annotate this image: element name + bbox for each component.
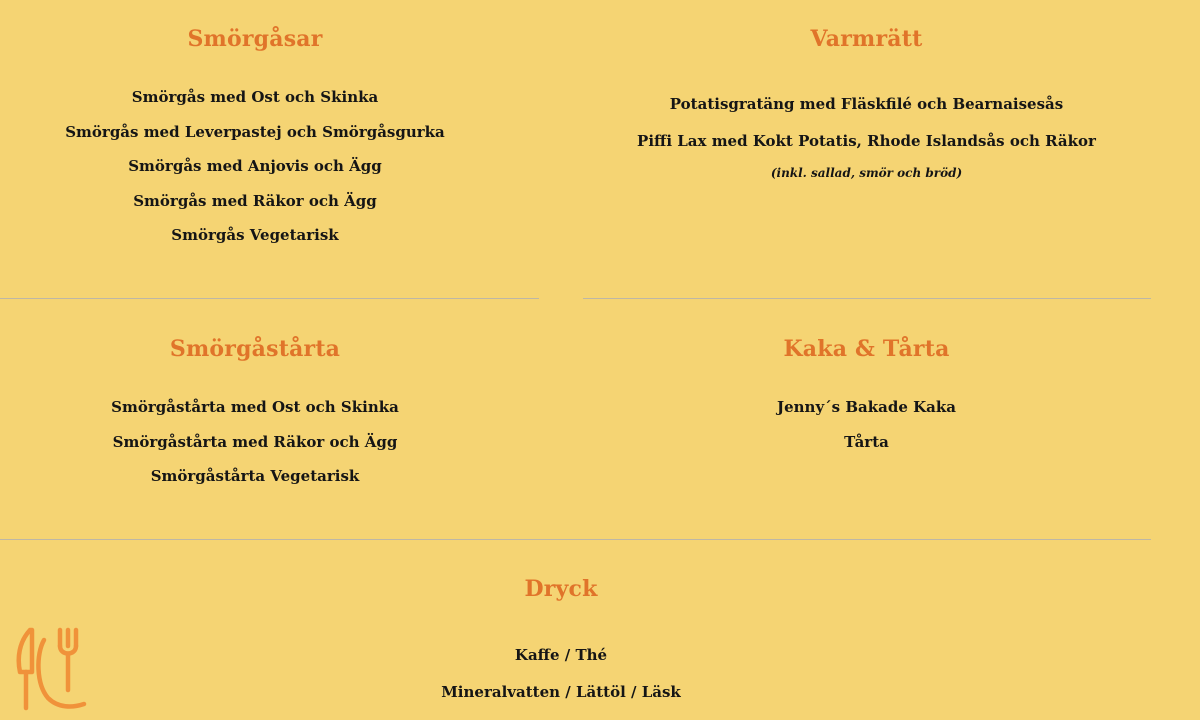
menu-item: Smörgås med Ost och Skinka: [131, 88, 379, 106]
section-title-smorgastarta: Smörgåstårta: [169, 336, 341, 362]
menu-list-dryck: [0, 645, 1122, 719]
menu-list-kaka-tarta: [583, 397, 1150, 466]
menu-item: Potatisgratäng med Fläskfilé och Bearnaisesås: [669, 95, 1064, 113]
menu-list-smorgasar: [0, 87, 510, 260]
menu-item: Smörgås med Räkor och Ägg: [133, 191, 377, 210]
menu-item: Mineralvatten / Lättöl / Läsk: [441, 683, 681, 701]
section-divider: [0, 298, 539, 299]
section-title-dryck: Dryck: [524, 576, 598, 602]
section-divider: [583, 298, 1151, 299]
section-title-smorgasar: Smörgåsar: [187, 26, 323, 52]
section-kaka-tarta: [583, 335, 1150, 466]
menu-item: Smörgås med Anjovis och Ägg: [128, 157, 382, 175]
section-title-varmratt: Varmrätt: [810, 26, 923, 52]
menu-item: Piffi Lax med Kokt Potatis, Rhode Islandsås och Räkor: [637, 132, 1096, 150]
menu-item: Smörgåstårta med Räkor och Ägg: [112, 432, 398, 451]
menu-item: Jenny´s Bakade Kaka: [777, 398, 956, 416]
section-smorgasar: [0, 25, 510, 260]
menu-item: Smörgåstårta med Ost och Skinka: [111, 398, 399, 416]
section-varmratt: [583, 25, 1150, 181]
section-dryck: [0, 575, 1122, 719]
menu-item: Smörgåstårta Vegetarisk: [150, 467, 360, 485]
menu-note: (inkl. sallad, smör och bröd): [770, 166, 963, 180]
menu-list-smorgastarta: [0, 397, 510, 501]
menu-item: Smörgås med Leverpastej och Smörgåsgurka: [65, 122, 445, 141]
section-divider: [0, 539, 1151, 540]
menu-item: Kaffe / Thé: [514, 646, 608, 664]
menu-list-varmratt: [583, 94, 1150, 168]
section-smorgastarta: [0, 335, 510, 501]
menu-item: Tårta: [844, 432, 889, 451]
menu-item: Smörgås Vegetarisk: [171, 226, 339, 244]
fork-knife-plate-icon: [14, 624, 90, 712]
section-title-kaka-tarta: Kaka & Tårta: [783, 336, 950, 362]
